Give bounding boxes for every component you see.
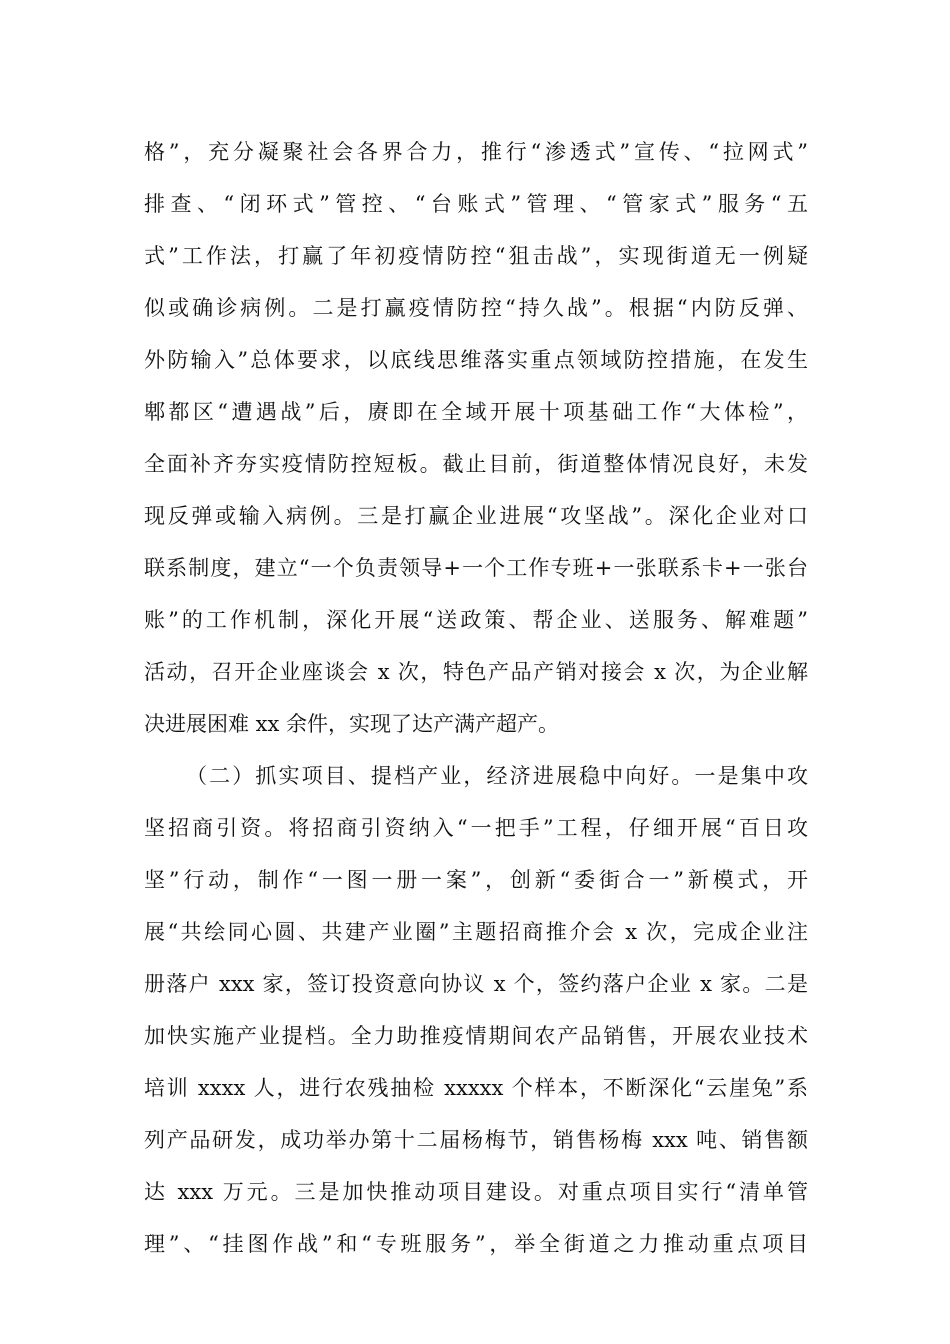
text-line: 似或确诊病例。二是打赢疫情防控“持久战”。根据“内防反弹、 bbox=[144, 296, 808, 320]
text-line: 理”、“挂图作战”和“专班服务”，举全街道之力推动重点项目 bbox=[144, 1232, 808, 1256]
document-body bbox=[144, 126, 808, 1270]
text-line: 展“共绘同心圆、共建产业圈”主题招商推介会 x 次，完成企业注 bbox=[144, 920, 808, 944]
section-heading-line: （二）抓实项目、提档产业，经济进展稳中向好。一是集中攻 bbox=[186, 764, 808, 788]
text-line: 郫都区“遭遇战”后，赓即在全域开展十项基础工作“大体检”， bbox=[144, 400, 808, 424]
text-line: 账”的工作机制，深化开展“送政策、帮企业、送服务、解难题” bbox=[144, 608, 808, 632]
text-line: 式”工作法，打赢了年初疫情防控“狙击战”，实现街道无一例疑 bbox=[144, 244, 808, 268]
text-line: 加快实施产业提档。全力助推疫情期间农产品销售，开展农业技术 bbox=[144, 1024, 808, 1048]
text-line: 坚招商引资。将招商引资纳入“一把手”工程，仔细开展“百日攻 bbox=[144, 816, 808, 840]
text-line: 现反弹或输入病例。三是打赢企业进展“攻坚战”。深化企业对口 bbox=[144, 504, 808, 528]
text-line: 活动，召开企业座谈会 x 次，特色产品产销对接会 x 次，为企业解 bbox=[144, 660, 808, 684]
text-line: 联系制度，建立“一个负责领导+一个工作专班+一张联系卡+一张台 bbox=[144, 556, 808, 580]
text-line: 培训 xxxx 人，进行农残抽检 xxxxx 个样本，不断深化“云崖兔”系 bbox=[144, 1076, 808, 1100]
text-line: 外防输入”总体要求，以底线思维落实重点领域防控措施，在发生 bbox=[144, 348, 808, 372]
text-line: 格”，充分凝聚社会各界合力，推行“渗透式”宣传、“拉网式” bbox=[144, 140, 808, 164]
text-line: 坚”行动，制作“一图一册一案”，创新“委街合一”新模式，开 bbox=[144, 868, 808, 892]
text-line: 册落户 xxx 家，签订投资意向协议 x 个，签约落户企业 x 家。二是 bbox=[144, 972, 808, 996]
text-line: 列产品研发，成功举办第十二届杨梅节，销售杨梅 xxx 吨、销售额 bbox=[144, 1128, 808, 1152]
text-line: 全面补齐夯实疫情防控短板。截止目前，街道整体情况良好，未发 bbox=[144, 452, 808, 476]
text-line: 排查、“闭环式”管控、“台账式”管理、“管家式”服务“五 bbox=[144, 192, 808, 216]
paragraph-end-line: 决进展困难 xx 余件，实现了达产满产超产。 bbox=[144, 712, 560, 736]
text-line: 达 xxx 万元。三是加快推动项目建设。对重点项目实行“清单管 bbox=[144, 1180, 808, 1204]
